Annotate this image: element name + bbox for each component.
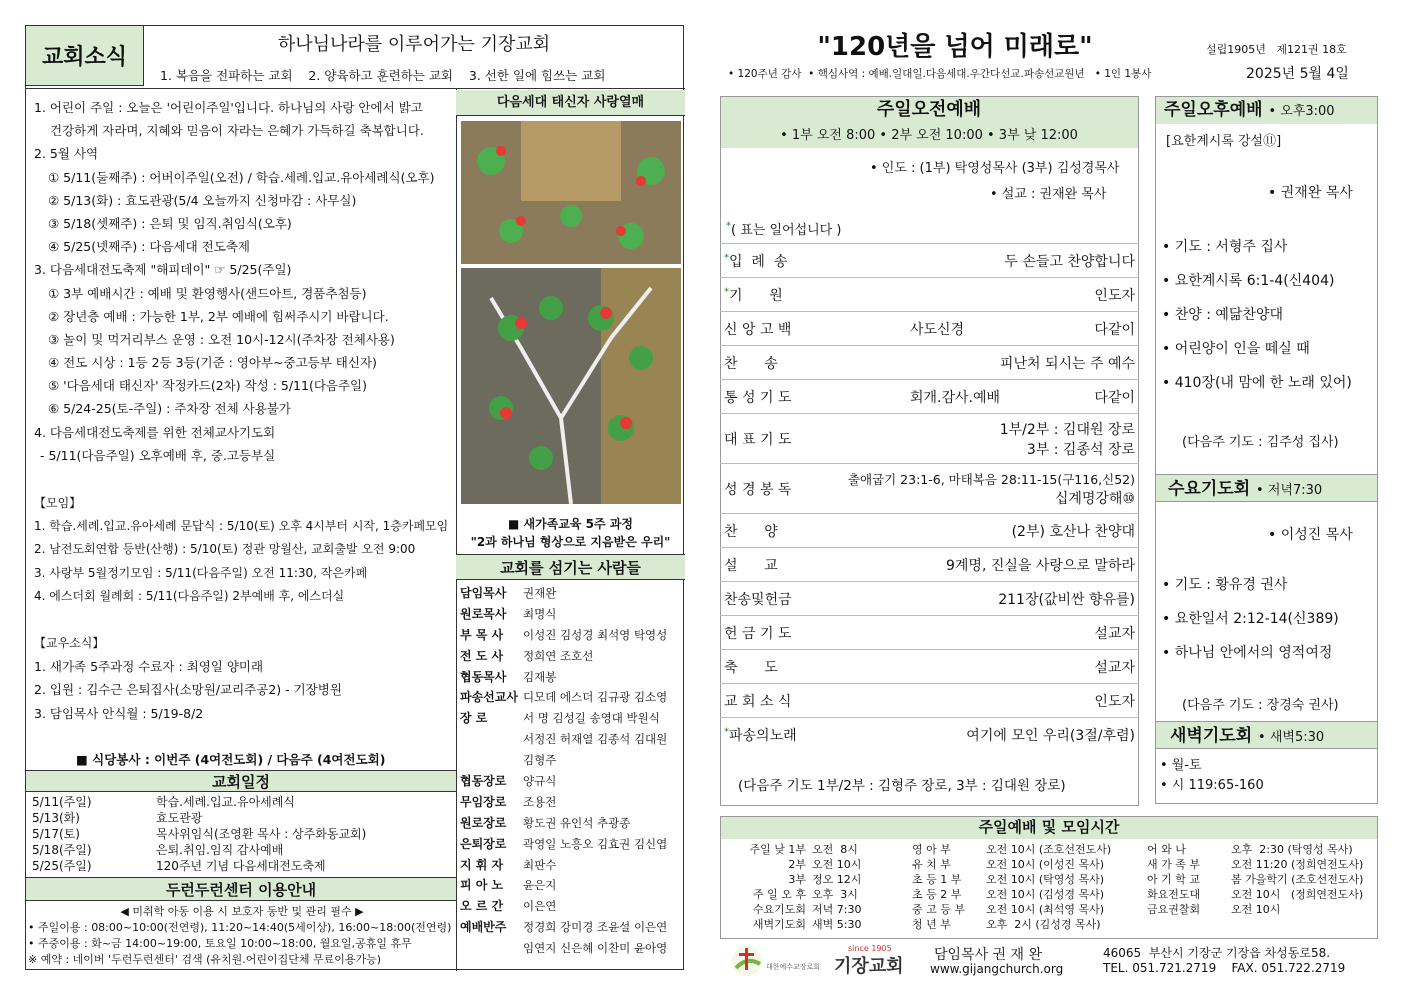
order-detail-cell [830,548,1139,582]
order-item: 신 앙 고 백 [724,321,792,338]
staff-row [460,625,685,646]
order-item-cell [720,718,830,752]
times-value: 정오 12시 [812,873,862,886]
times-row [1147,872,1363,887]
order-detail-cell [830,514,1139,548]
left-page [25,25,684,970]
staff-row [460,896,685,917]
center-line: ◀ 미취학 아동 이용 시 보호자 동반 및 관리 필수 ▶ [120,905,364,918]
times-value: 오전 10시 (김성경 목사) [986,888,1105,901]
center-line: • 주일이용 : 08:00~10:00(전연령), 11:20~14:40(5세이상), 16:00~18:00(전연령) [28,921,452,934]
news-line: ③ 놀이 및 먹거리부스 운영 : 오전 10시-12시(주차장 전체사용) [48,331,395,347]
staff-role: 지 휘 자 [460,857,504,872]
schedule-date: 5/18(주일) [32,843,92,857]
staff-role: 피 아 노 [460,878,504,893]
dawn-title: 새벽기도회 [1170,726,1253,746]
order-row [720,650,1139,684]
times-value: 오전 10시 [812,858,862,871]
order-item: 찬송및헌금 [724,591,792,608]
staff-row [460,583,685,604]
times-row [1147,902,1363,917]
order-right: 1부/2부 : 김대원 장로 [999,421,1135,438]
meeting-line: 4. 에스더회 월례회 : 5/11(다음주일) 2부예배 후, 에스더실 [34,588,345,603]
staff-names: 윤은지 [523,878,557,893]
service-item: • 기도 : 황유경 권사 [1162,577,1288,593]
order-item-cell [720,414,830,464]
order-right-2: 3부 : 김종석 장로 [1026,441,1135,458]
order-item: 파송의노래 [729,727,797,744]
news-line: ② 5/13(화) : 효도관광(5/4 오늘까지 신청마감 : 사무실) [48,192,357,208]
staff-names: 조용전 [523,794,557,809]
logo-denomination: 대한예수교장로회 [766,963,821,971]
order-item: 축 도 [724,659,778,676]
staff-row [460,792,685,813]
staff-row [460,813,685,834]
times-label: 주 일 오 후 [753,888,806,901]
schedule-date: 5/17(토) [32,827,80,841]
footer-pastor: 담임목사 권 재 완 [934,947,1043,963]
members-line: 2. 입원 : 김수근 은퇴집사(소망원/교리주공2) - 기장병원 [34,682,342,698]
staff-row [460,708,685,729]
order-item-cell [720,312,830,346]
order-right: 두 손들고 찬양합니다 [1004,253,1135,270]
service-item: • 어린양이 인을 떼실 때 [1162,341,1310,357]
news-line: 4. 다음세대전도축제를 위한 전체교사기도회 [34,424,276,440]
service-item: • 요한일서 2:12-14(신389) [1162,611,1339,627]
order-mid: 회개.감사.예배 [910,389,1001,406]
order-item-cell [720,548,830,582]
times-value: 오후 3시 [812,888,858,901]
staff-list [460,583,685,959]
staff-role: 부 목 사 [460,627,504,642]
times-row [1147,887,1363,902]
founded-info: 설립1905년 제121권 18호 [1206,43,1347,56]
times-value: 오전 10시 (이성진 목사) [986,858,1105,871]
wednesday-items [1162,574,1339,676]
staff-row [460,667,685,688]
staff-names: 정희연 조호선 [523,648,594,663]
staff-names: 김형주 [523,753,557,768]
times-value: 새벽 5:30 [812,918,862,931]
times-value: 오후 2:30 (탁영성 목사) [1231,843,1353,856]
order-right: 여기에 모인 우리(3절/후렴) [966,727,1135,744]
order-row [720,380,1139,414]
schedule-row [32,810,452,826]
staff-role: 원로장로 [460,815,507,830]
wednesday-preacher: • 이성진 목사 [1268,527,1353,543]
order-right-2: 십계명강해⑩ [1054,490,1135,507]
order-right: 인도자 [1094,287,1135,304]
times-label: 2부 [788,858,806,871]
afternoon-series: [요한계시록 강설⑪] [1166,134,1282,149]
times-row [728,917,861,932]
staff-names: 이은연 [523,899,557,914]
staff-role: 담임목사 [460,586,507,600]
afternoon-preacher: • 권재완 목사 [1268,185,1353,201]
wednesday-time: • 저녁7:30 [1256,483,1323,498]
cross-logo-icon [730,944,764,978]
order-detail-cell [830,464,1139,514]
center-info [28,904,456,968]
order-row [720,582,1139,616]
order-right: 다같이 [1094,321,1135,338]
service-item: • 요한계시록 6:1-4(신404) [1162,273,1335,289]
times-label: 새 가 족 부 [1147,858,1200,871]
news-line: ① 3부 예배시간 : 예배 및 환영행사(샌드아트, 경품추첨등) [48,285,367,301]
photo-love-fruit-2 [461,268,681,504]
staff-role: 무임장로 [460,794,507,809]
staff-row [460,917,685,938]
afternoon-title-bar [1156,97,1377,124]
times-title: 주일예배 및 모임시간 [720,816,1378,839]
times-label: 영 아 부 [912,843,951,856]
staff-row [460,646,685,667]
staff-row [460,938,685,959]
church-logo [728,944,904,980]
staff-names: 서정진 허재열 김종석 김대원 [523,732,668,747]
order-item-cell [720,244,830,278]
schedule-event: 효도관광 [156,811,203,825]
church-motto: 하나님나라를 이루어가는 기장교회 [277,34,551,55]
order-detail-cell [830,684,1139,718]
staff-row [460,604,685,625]
order-detail-cell [830,380,1139,414]
order-row [720,312,1139,346]
times-row [728,857,861,872]
order-item: 대 표 기 도 [724,431,792,448]
order-item: 설 교 [724,557,778,574]
times-row [728,842,861,857]
order-item-cell [720,464,830,514]
staff-names: 권재완 [523,586,557,600]
service-item: • 기도 : 서형주 집사 [1162,239,1288,255]
afternoon-title: 주일오후예배 [1164,100,1263,120]
photo-love-fruit-1 [461,121,681,264]
wednesday-title: 수요기도회 [1168,479,1251,499]
schedule-event: 목사위임식(조영환 목사 : 상주화동교회) [156,827,367,841]
staff-role: 협동장로 [460,774,507,789]
order-item-cell [720,380,830,414]
order-item-cell [720,346,830,380]
staff-names: 임연지 신은혜 이찬미 윤아영 [523,941,668,956]
order-row [720,514,1139,548]
news-section-label: 교회소식 [26,26,144,86]
schedule-list [32,794,452,874]
footer-website[interactable]: www.gijangchurch.org [930,962,1064,976]
church-visions: 1. 복음을 전파하는 교회 2. 양육하고 훈련하는 교회 3. 선한 일에 힘쓰는 교회 [160,68,606,83]
service-item: • 월-토 [1160,758,1202,773]
order-item: 기 원 [729,287,783,304]
times-label: 수요기도회 [752,903,806,916]
staff-row [460,750,685,771]
staff-names: 양규식 [523,774,557,789]
order-item: 찬 송 [724,355,778,372]
staff-names: 최판수 [523,857,557,872]
center-title: 두런두런센터 이용안내 [26,877,456,901]
star-mark: * [724,726,729,738]
news-line: ⑥ 5/24-25(토-주일) : 주차장 전체 사용불가 [48,401,291,417]
photo-caption-2: "2과 하나님 형상으로 지음받은 우리" [470,535,671,549]
news-line: ④ 전도 시상 : 1등 2등 3등(기준 : 영아부~중고등부 태신자) [48,355,377,371]
star-mark: * [726,220,731,232]
schedule-row [32,794,452,810]
times-row [728,872,861,887]
worship-order-table [720,243,1139,752]
news-line: ⑤ '다음세대 태신자' 작정카드(2차) 작성 : 5/11(다음주일) [48,378,368,394]
worship-order [720,243,1139,752]
times-value: 저녁 7:30 [812,903,862,916]
logo-name: 기장교회 [834,956,904,977]
logo-since: since 1905 [848,944,892,953]
afternoon-next: (다음주 기도 : 김주성 집사) [1182,435,1339,450]
order-detail-cell [830,414,1139,464]
photo-title: 다음세대 태신자 사랑열매 [456,90,685,116]
staff-title: 교회를 섬기는 사람들 [456,554,685,580]
times-value: 오전 10시 (정희연전도사) [1231,888,1364,901]
news-list [34,96,454,467]
times-row [912,842,1111,857]
times-value: 오전 10시 [1231,903,1281,916]
order-item: 헌 금 기 도 [724,625,792,642]
order-item-cell [720,582,830,616]
staff-row [460,875,685,896]
order-row [720,464,1139,514]
times-label: 새벽기도회 [752,918,806,931]
staff-names: 이성진 김성경 최석영 탁영성 [523,627,668,642]
times-row [912,857,1111,872]
order-item-cell [720,514,830,548]
next-week-prayer: (다음주 기도 1부/2부 : 김형주 장로, 3부 : 김대원 장로) [738,778,1066,794]
meal-service: ■ 식당봉사 : 이번주 (4여전도회) / 다음주 (4여전도회) [76,752,386,767]
order-detail-cell [830,312,1139,346]
staff-row [460,687,685,708]
times-label: 3부 [788,873,806,886]
service-item: • 410장(내 맘에 한 노래 있어) [1162,375,1352,391]
order-row [720,414,1139,464]
order-item-cell [720,278,830,312]
order-right: 다같이 [1094,389,1135,406]
members-line: 3. 담임목사 안식월 : 5/19-8/2 [34,705,204,721]
dawn-items [1160,754,1264,794]
order-item-cell [720,684,830,718]
news-line: 3. 다음세대전도축제 "해피데이" ☞ 5/25(주일) [34,262,292,278]
afternoon-time: • 오후3:00 [1268,104,1335,119]
order-item-cell [720,650,830,684]
meeting-line: 3. 사랑부 5월정기모임 : 5/11(다음주일) 오전 11:30, 작은카페 [34,565,368,580]
schedule-row [32,858,452,874]
times-col-2 [912,842,1111,932]
staff-row [460,729,685,750]
order-row [720,244,1139,278]
schedule-row [32,826,452,842]
order-right: 피난처 되시는 주 예수 [999,355,1135,372]
times-label: 초 등 1 부 [912,873,962,886]
order-item: 입 례 송 [729,253,788,270]
staff-names: 서 명 김성길 송영대 박원식 [523,711,660,726]
staff-role: 전 도 사 [460,648,504,663]
times-label: 주일 낮 1부 [749,843,806,856]
staff-row [460,855,685,876]
meeting-line: 2. 남전도회연합 등반(산행) : 5/10(토) 정관 망월산, 교회출발 오전 9:00 [34,542,416,557]
news-line: 1. 어린이 주일 : 오늘은 '어린이주일'입니다. 하나님의 사랑 안에서 밝고 [34,100,423,115]
order-item-cell [720,616,830,650]
schedule-event: 120주년 기념 다음세대전도축제 [156,859,326,873]
times-label: 금요권찰회 [1147,903,1201,916]
order-detail-cell [830,718,1139,752]
tree-branches-icon [461,268,681,504]
staff-names: 김재봉 [523,669,557,684]
order-detail-cell [830,650,1139,684]
news-line: ③ 5/18(셋째주) : 은퇴 및 임직.취임식(오후) [48,215,292,231]
news-line: ② 장년층 예배 : 가능한 1부, 2부 예배에 힘써주시기 바랍니다. [48,308,389,324]
sermon-by-line: • 설교 : 권재완 목사 [990,187,1107,202]
schedule-row [32,842,452,858]
order-right: 211장(값비싼 향유를) [998,591,1135,608]
news-line: 2. 5월 사역 [34,146,99,162]
order-detail-cell [830,346,1139,380]
schedule-date: 5/13(화) [32,811,80,825]
staff-role: 장 로 [460,711,488,726]
times-value: 오후 2시 (김성경 목사) [986,918,1101,931]
service-item: • 시 119:65-160 [1160,778,1264,793]
members-list [34,632,459,725]
order-right: 9계명, 진실을 사랑으로 말하라 [946,557,1135,574]
service-item: • 찬양 : 예닮찬양대 [1162,307,1283,323]
schedule-event: 은퇴.취임.임직 감사예배 [156,843,284,857]
bulletin-date: 2025년 5월 4일 [1246,66,1349,82]
staff-role: 파송선교사 [460,690,518,705]
order-item: 통 성 기 도 [724,389,792,406]
times-row [912,872,1111,887]
morning-service-title: 주일오전예배 [720,96,1138,124]
order-right: 설교자 [1094,659,1135,676]
schedule-date: 5/25(주일) [32,859,92,873]
order-row [720,718,1139,752]
star-mark: * [724,285,729,297]
staff-row [460,834,685,855]
times-label: 유 치 부 [912,858,951,871]
times-row [912,902,1111,917]
order-detail-cell [830,278,1139,312]
leader-line: • 인도 : (1부) 탁영성목사 (3부) 김성경목사 [870,161,1120,176]
wednesday-next: (다음주 기도 : 장경숙 권사) [1182,698,1339,713]
staff-role: 원로목사 [460,606,507,621]
news-line: ④ 5/25(넷째주) : 다음세대 전도축제 [48,239,250,255]
times-row [912,917,1111,932]
staff-role: 협동목사 [460,669,507,684]
times-label: 청 년 부 [912,918,951,931]
afternoon-items [1162,236,1352,406]
times-label: 어 와 나 [1147,843,1186,856]
staff-names: 황도권 유인석 추광종 [523,815,631,830]
footer-address: 46065 부산시 기장군 기장읍 차성동로58. [1103,946,1331,960]
news-line: 건강하게 자라며, 지혜와 믿음이 자라는 은혜가 가득하길 축복합니다. [50,123,424,139]
order-item: 성 경 봉 독 [724,481,792,498]
times-label: 초 등 2 부 [912,888,962,901]
schedule-date: 5/11(주일) [32,795,92,809]
times-value: 오전 11:20 (정희연전도사) [1231,858,1364,871]
times-value: 오전 10시 (조호선전도사) [986,843,1112,856]
meeting-list [34,492,459,608]
themes: • 120주년 감사 • 핵심사역 : 예배.일대일.다음세대.우간다선교.파송선교원년 • 1인 1봉사 [728,68,1152,80]
stand-note: *( 표는 일어섭니다 ) [726,220,842,238]
times-label: 화요전도대 [1147,888,1201,901]
times-value: 봄 가을학기 (조호선전도사) [1231,873,1364,886]
staff-names: 곽영일 노흥오 김효권 김신엽 [523,836,668,851]
schedule-event: 학습.세례.입교.유아세례식 [156,795,295,809]
members-line: 1. 새가족 5주과정 수료자 : 최영일 양미래 [34,659,264,675]
times-value: 오전 10시 (최석영 목사) [986,903,1105,916]
staff-role: 오 르 간 [460,899,504,914]
order-row [720,548,1139,582]
times-row [1147,842,1363,857]
news-line: - 5/11(다음주일) 오후예배 후, 중.고등부실 [40,447,276,463]
order-row [720,616,1139,650]
tree-photo-icon [461,121,681,264]
meeting-title: 【모임】 [34,496,82,510]
dawn-title-bar [1156,721,1377,749]
members-title: 【교우소식】 [34,636,105,650]
morning-times: • 1부 오전 8:00 • 2부 오전 10:00 • 3부 낮 12:00 [720,124,1138,148]
staff-role: 은퇴장로 [460,836,507,851]
times-value: 오전 10시 (탁영성 목사) [986,873,1105,886]
order-right: 인도자 [1094,693,1135,710]
order-row [720,278,1139,312]
order-item: 교 회 소 식 [724,693,792,710]
order-right: 설교자 [1094,625,1135,642]
staff-names: 최명식 [523,606,557,621]
staff-names: 디모데 에스더 김규광 김소영 [523,690,668,705]
order-mid: 사도신경 [910,321,965,338]
times-row [728,887,861,902]
staff-names: 정경희 강미경 조윤설 이은연 [523,920,668,935]
center-line: • 주중이용 : 화~금 14:00~19:00, 토요일 10:00~18:00, 월요일,공휴일 휴무 [28,937,412,950]
order-item: 찬 양 [724,523,778,540]
times-col-3 [1147,842,1363,917]
times-col-1 [728,842,861,932]
staff-row [460,771,685,792]
wednesday-title-bar [1156,474,1377,502]
order-detail-cell [830,244,1139,278]
times-row [728,902,861,917]
main-title: "120년을 넘어 미래로" [817,32,1093,62]
times-row [912,887,1111,902]
order-right: 출애굽기 23:1-6, 마태복음 28:11-15(구116,신52) [847,471,1135,487]
order-right: (2부) 호산나 찬양대 [1011,523,1135,540]
meeting-line: 1. 학습.세례.입교.유아세례 문답식 : 5/10(토) 오후 4시부터 시작, 1층카페모임 [34,519,449,534]
times-value: 오전 8시 [812,843,858,856]
footer-phone: TEL. 051.721.2719 FAX. 051.722.2719 [1103,961,1346,975]
schedule-title: 교회일정 [26,770,456,792]
order-row [720,684,1139,718]
service-item: • 하나님 안에서의 영적여정 [1162,645,1333,661]
news-line: ① 5/11(둘째주) : 어버이주일(오전) / 학습.세례.입교.유아세례식(오후) [48,169,435,185]
photo-caption-1: ■ 새가족교육 5주 과정 [508,517,633,531]
times-label: 아 기 학 교 [1147,873,1200,886]
dawn-time: • 새벽5:30 [1258,730,1325,745]
times-label: 중 고 등 부 [912,903,965,916]
center-line: ※ 예약 : 네이버 '두런두런센터' 검색 (유치원.어린이집단체 무료이용가능) [28,953,382,966]
staff-role: 예배반주 [460,920,507,935]
order-row [720,346,1139,380]
times-row [1147,857,1363,872]
order-detail-cell [830,616,1139,650]
order-detail-cell [830,582,1139,616]
star-mark: * [724,251,729,263]
